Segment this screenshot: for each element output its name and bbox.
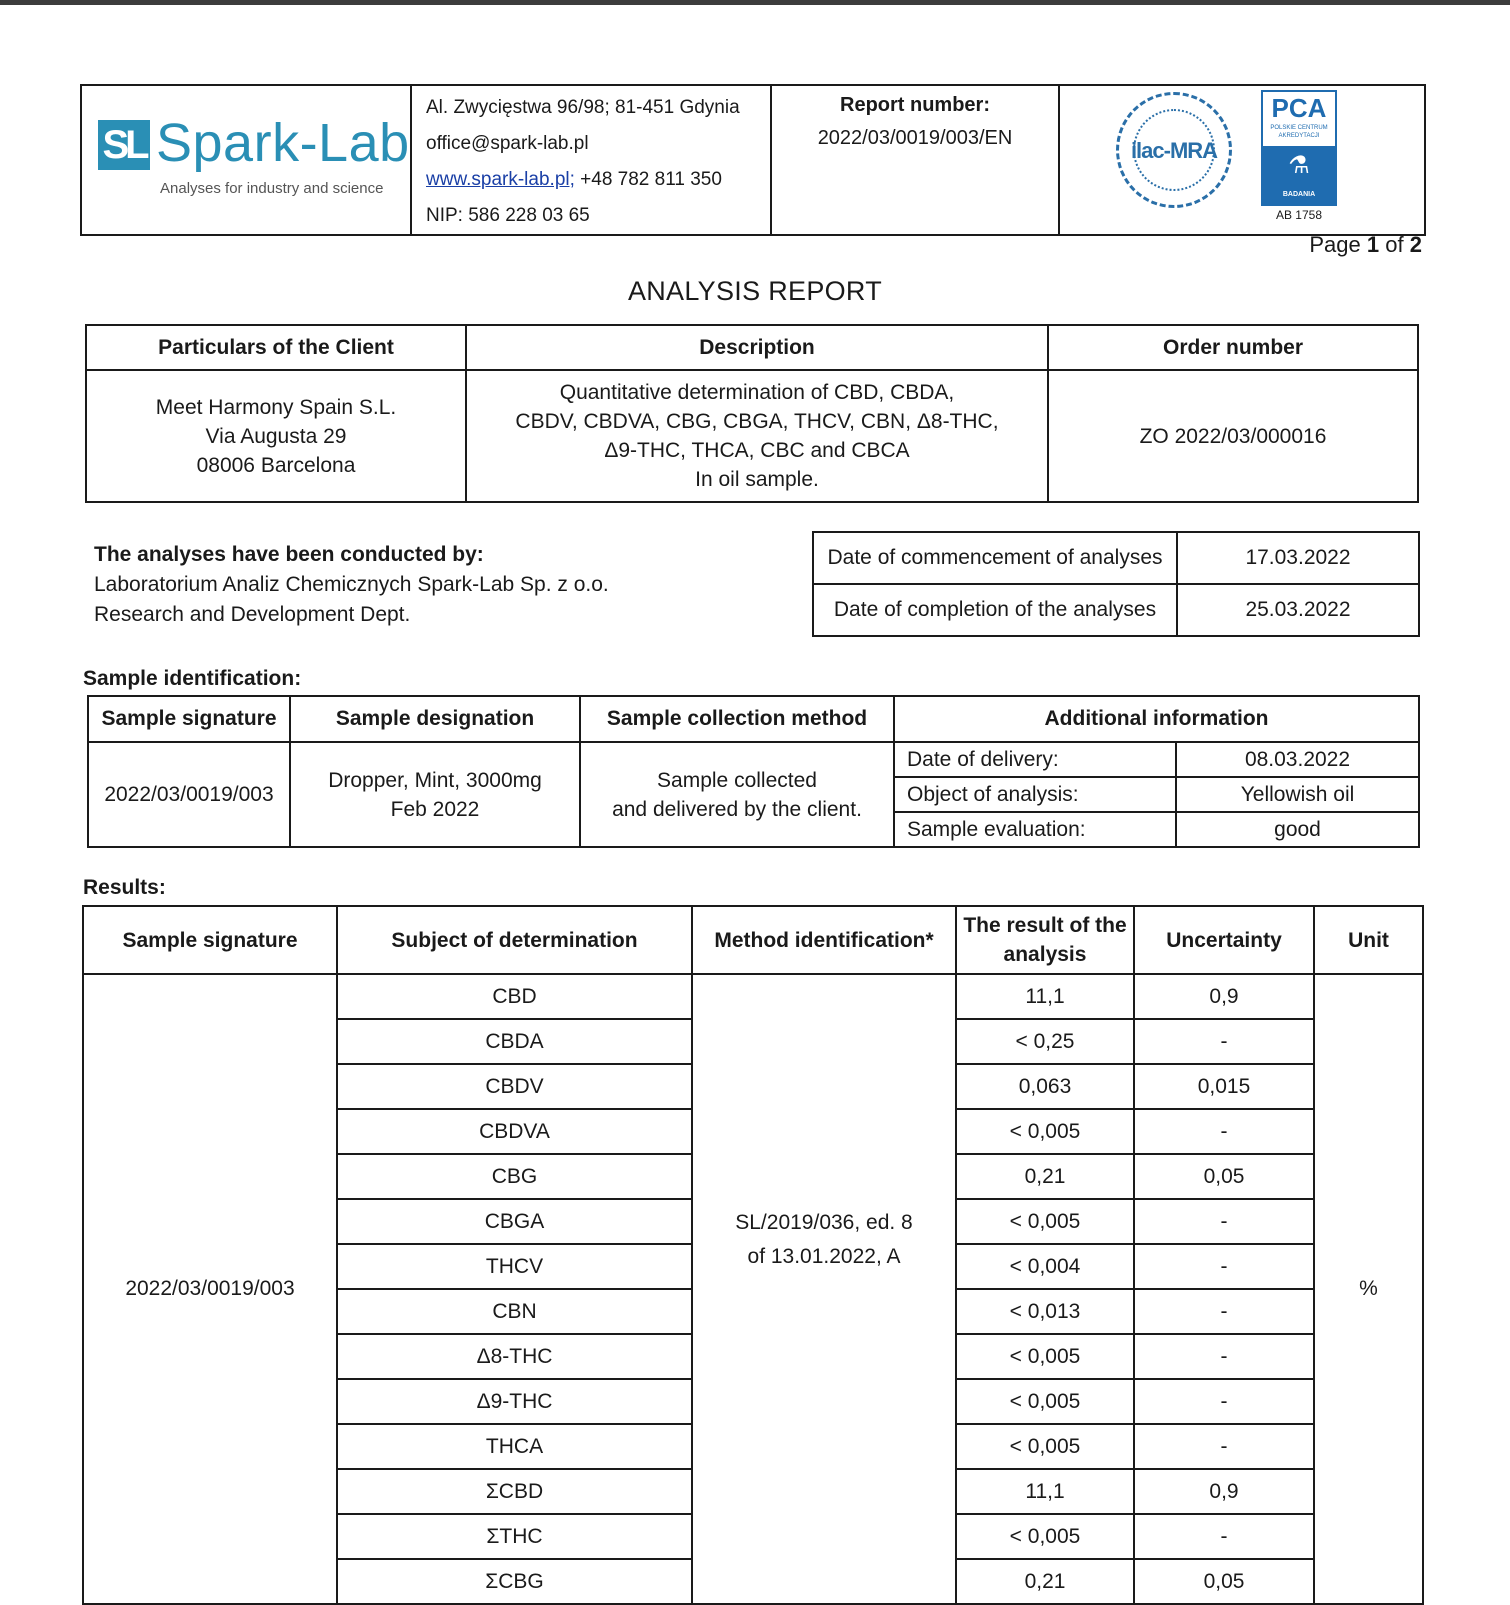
report-header [80, 84, 1426, 236]
object-of-analysis-value: Yellowish oil [1176, 777, 1419, 812]
subject-cell: CBDV [337, 1064, 692, 1109]
description-text: Quantitative determination of CBD, CBDA, CBDV, CBDVA, CBG, CBGA, THCV, CBN, Δ8-THC, Δ9-THC, THCA, CBC and CBCA In oil sample. [466, 370, 1048, 502]
subject-cell: Δ9-THC [337, 1379, 692, 1424]
pca-subtitle: POLSKIE CENTRUM AKREDYTACJI [1270, 125, 1328, 139]
conducted-by [94, 540, 609, 630]
method-identification-value: SL/2019/036, ed. 8 of 13.01.2022, A [692, 974, 956, 1604]
client-header: Particulars of the Client [86, 325, 466, 370]
pca-badania: BADANIA [1282, 191, 1316, 198]
uncertainty-cell: - [1134, 1424, 1314, 1469]
uncertainty-cell: 0,9 [1134, 1469, 1314, 1514]
uncertainty-cell: - [1134, 1289, 1314, 1334]
sample-evaluation-label: Sample evaluation: [894, 812, 1176, 847]
uncertainty-cell: - [1134, 1109, 1314, 1154]
viewer-top-bar [0, 0, 1510, 5]
ilac-mra-logo [1116, 92, 1232, 208]
result-cell: < 0,004 [956, 1244, 1134, 1289]
pca-title: PCA [1271, 93, 1327, 123]
conducted-by-label: The analyses have been conducted by: [94, 543, 484, 566]
page-title: ANALYSIS REPORT [627, 276, 883, 306]
result-cell: < 0,005 [956, 1334, 1134, 1379]
sample-collection-value: Sample collected and delivered by the client. [580, 742, 894, 847]
results-uncertainty-header: Uncertainty [1134, 906, 1314, 974]
company-website-link[interactable]: www.spark-lab.pl; [426, 169, 575, 190]
uncertainty-cell: - [1134, 1199, 1314, 1244]
logo-tagline: Analyses for industry and science [160, 180, 384, 197]
report-number-label: Report number: [840, 94, 990, 116]
company-address: Al. Zwycięstwa 96/98; 81-451 Gdynia [426, 97, 740, 118]
subject-cell: THCV [337, 1244, 692, 1289]
object-of-analysis-label: Object of analysis: [894, 777, 1176, 812]
sample-designation-value: Dropper, Mint, 3000mg Feb 2022 [290, 742, 580, 847]
result-cell: < 0,005 [956, 1424, 1134, 1469]
subject-cell: CBN [337, 1289, 692, 1334]
completion-date-label: Date of completion of the analyses [813, 584, 1177, 636]
result-cell: < 0,005 [956, 1379, 1134, 1424]
subject-cell: CBG [337, 1154, 692, 1199]
results-table [82, 905, 1424, 1605]
client-details: Meet Harmony Spain S.L. Via Augusta 29 08006 Barcelona [86, 370, 466, 502]
company-nip: NIP: 586 228 03 65 [426, 205, 590, 226]
pca-logo [1261, 90, 1337, 206]
sample-evaluation-value: good [1176, 812, 1419, 847]
company-email: office@spark-lab.pl [426, 133, 589, 154]
report-number-cell [771, 85, 1059, 235]
company-logo [81, 85, 411, 235]
result-cell: < 0,005 [956, 1109, 1134, 1154]
client-table [85, 324, 1419, 503]
accreditation-badges [1059, 85, 1425, 235]
results-unit-header: Unit [1314, 906, 1423, 974]
logo-sl-mark: SL [98, 120, 150, 170]
pca-accreditation-code: AB 1758 [1275, 208, 1323, 222]
subject-cell: THCA [337, 1424, 692, 1469]
uncertainty-cell: 0,015 [1134, 1064, 1314, 1109]
uncertainty-cell: - [1134, 1514, 1314, 1559]
additional-info-header: Additional information [894, 696, 1419, 742]
dates-table [812, 531, 1420, 637]
results-signature-header: Sample signature [83, 906, 337, 974]
company-contact [411, 85, 771, 235]
uncertainty-cell: - [1134, 1019, 1314, 1064]
order-number-header: Order number [1048, 325, 1418, 370]
lab-department: Research and Development Dept. [94, 603, 411, 626]
uncertainty-cell: - [1134, 1244, 1314, 1289]
result-cell: < 0,005 [956, 1514, 1134, 1559]
subject-cell: ΣTHC [337, 1514, 692, 1559]
subject-cell: Δ8-THC [337, 1334, 692, 1379]
result-cell: < 0,013 [956, 1289, 1134, 1334]
commencement-date-value: 17.03.2022 [1177, 532, 1419, 584]
logo-name: Spark-Lab [156, 113, 410, 173]
order-number-value: ZO 2022/03/000016 [1048, 370, 1418, 502]
results-result-header: The result of the analysis [956, 906, 1134, 974]
result-cell: < 0,25 [956, 1019, 1134, 1064]
uncertainty-cell: 0,9 [1134, 974, 1314, 1019]
sample-designation-header: Sample designation [290, 696, 580, 742]
sample-identification-label: Sample identification: [83, 667, 302, 690]
company-phone: +48 782 811 350 [574, 169, 722, 190]
subject-cell: ΣCBD [337, 1469, 692, 1514]
sample-signature-header: Sample signature [88, 696, 290, 742]
results-subject-header: Subject of determination [337, 906, 692, 974]
table-row [83, 974, 1423, 1019]
subject-cell: CBDA [337, 1019, 692, 1064]
result-cell: 0,21 [956, 1154, 1134, 1199]
sample-signature-value: 2022/03/0019/003 [88, 742, 290, 847]
completion-date-value: 25.03.2022 [1177, 584, 1419, 636]
lab-name: Laboratorium Analiz Chemicznych Spark-Lab Sp. z o.o. [94, 573, 609, 596]
page-indicator: Page 1 of 2 [1309, 232, 1422, 257]
flask-icon: ⚗ [1288, 152, 1310, 179]
commencement-date-label: Date of commencement of analyses [813, 532, 1177, 584]
result-cell: 0,063 [956, 1064, 1134, 1109]
results-signature-value: 2022/03/0019/003 [83, 974, 337, 1604]
sample-collection-header: Sample collection method [580, 696, 894, 742]
delivery-date-label: Date of delivery: [894, 742, 1176, 777]
result-cell: 11,1 [956, 974, 1134, 1019]
uncertainty-cell: - [1134, 1334, 1314, 1379]
delivery-date-value: 08.03.2022 [1176, 742, 1419, 777]
result-cell: < 0,005 [956, 1199, 1134, 1244]
description-header: Description [466, 325, 1048, 370]
subject-cell: CBD [337, 974, 692, 1019]
results-method-header: Method identification* [692, 906, 956, 974]
results-label: Results: [83, 876, 166, 899]
ilac-mra-text: ilac-MRA [1130, 138, 1218, 163]
subject-cell: CBGA [337, 1199, 692, 1244]
result-cell: 11,1 [956, 1469, 1134, 1514]
uncertainty-cell: 0,05 [1134, 1559, 1314, 1604]
sample-identification-table [87, 695, 1420, 848]
result-cell: 0,21 [956, 1559, 1134, 1604]
subject-cell: ΣCBG [337, 1559, 692, 1604]
report-number-value: 2022/03/0019/003/EN [817, 127, 1013, 149]
subject-cell: CBDVA [337, 1109, 692, 1154]
unit-value: % [1314, 974, 1423, 1604]
uncertainty-cell: 0,05 [1134, 1154, 1314, 1199]
uncertainty-cell: - [1134, 1379, 1314, 1424]
